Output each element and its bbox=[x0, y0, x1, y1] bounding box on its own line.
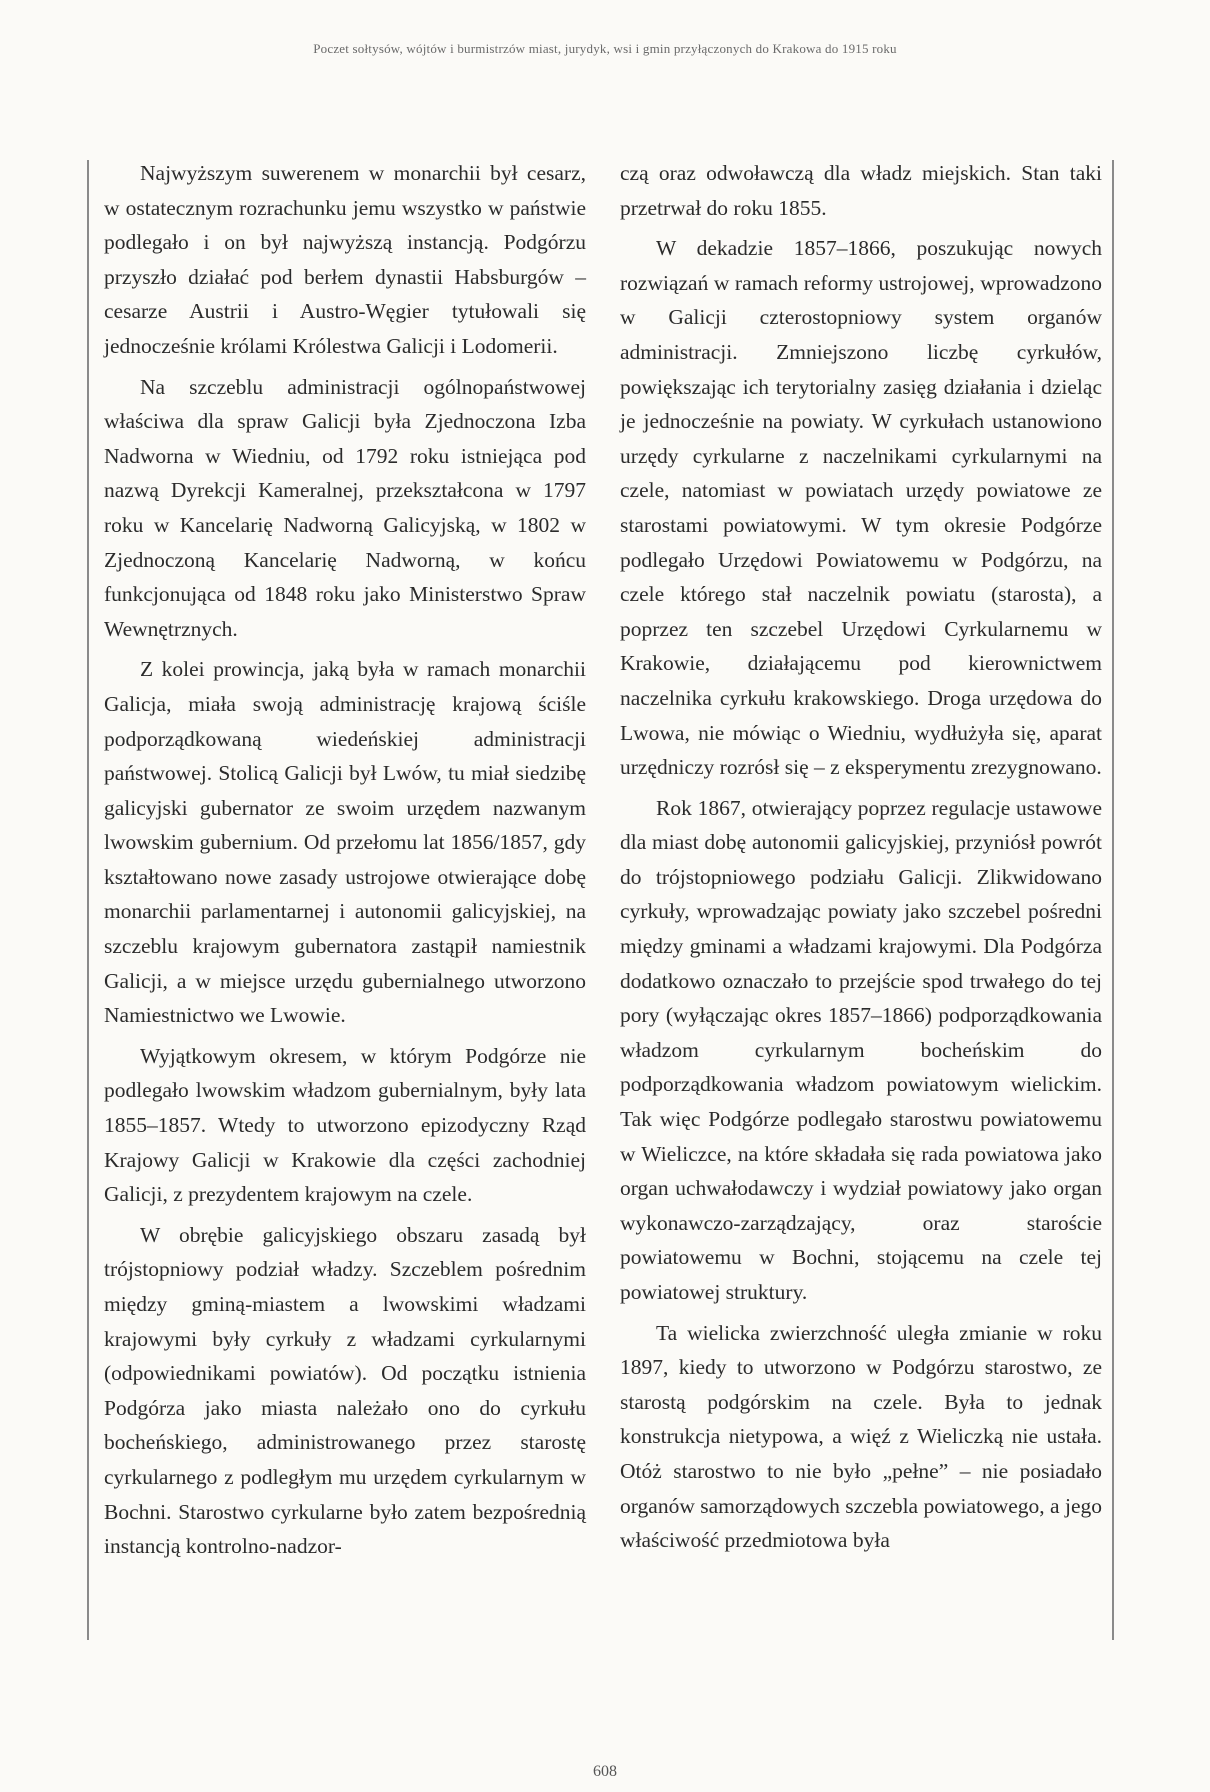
page-number: 608 bbox=[593, 1763, 617, 1780]
left-margin-rule bbox=[87, 160, 89, 1640]
paragraph: Na szczeblu administracji ogólnopaństwowej właściwa dla spraw Galicji była Zjednoczona Izba Nadworna w Wiedniu, od 1792 roku istniejąca pod nazwą Dyrekcji Kameralnej, przekształcona w 1797 roku w Kancelarię Nadworną Galicyjską, w 1802 w Zjednoczoną Kancelarię Nadworną, w końcu funkcjonująca od 1848 roku jako Ministerstwo Spraw Wewnętrznych. bbox=[104, 374, 586, 641]
running-title: Poczet sołtysów, wójtów i burmistrzów miast, jurydyk, wsi i gmin przyłączonych do Krakowa do 1915 roku bbox=[313, 41, 897, 56]
paragraph: Rok 1867, otwierający poprzez regulacje ustawowe dla miast dobę autonomii galicyjskiej, przyniósł powrót do trójstopniowego podziału Galicji. Zlikwidowano cyrkuły, wprowadzając powiaty jako szczebel pośredni między gminami a władzami krajowymi. Dla Podgórza dodatkowo oznaczało to przejście spod trwałego do tej pory (wyłączając okres 1857–1866) podporządkowania władzom cyrkularnym bocheńskim do podporządkowania władzom powiatowym wielickim. Tak więc Podgórze podlegało starostwu powiatowemu w Wieliczce, na które składała się rada powiatowa jako organ uchwałodawczy i wydział powiatowy jako organ wykonawczo-zarządzający, oraz staroście powiatowemu w Bochni, stojącemu na czele tej powiatowej struktury. bbox=[620, 795, 1102, 1304]
paragraph: Z kolei prowincja, jaką była w ramach monarchii Galicja, miała swoją administrację krajową ściśle podporządkowaną wiedeńskiej administracji państwowej. Stolicą Galicji był Lwów, tu miał siedzibę galicyjski gubernator ze swoim urzędem nazwanym lwowskim gubernium. Od przełomu lat 1856/1857, gdy kształtowano nowe zasady ustrojowe otwierające dobę monarchii parlamentarnej i autonomii galicyjskiej, na szczeblu krajowym gubernatora zastąpił namiestnik Galicji, a w miejsce urzędu gubernialnego utworzono Namiestnictwo we Lwowie. bbox=[104, 657, 586, 1028]
paragraph-continuation: czą oraz odwoławczą dla władz miejskich. Stan taki przetrwał do roku 1855. bbox=[620, 161, 1102, 220]
paragraph: Wyjątkowym okresem, w którym Podgórze nie podlegało lwowskim władzom gubernialnym, były lata 1855–1857. Wtedy to utworzono epizodyczny Rząd Krajowy Galicji w Krakowie dla części zachodniej Galicji, z prezydentem krajowym na czele. bbox=[104, 1043, 586, 1207]
paragraph: W obrębie galicyjskiego obszaru zasadą był trójstopniowy podział władzy. Szczeblem pośrednim między gminą-miastem a lwowskimi władzami krajowymi były cyrkuły z władzami cyrkularnymi (odpowiednikami powiatów). Od początku istnienia Podgórza jako miasta należało ono do cyrkułu bocheńskiego, administrowanego przez starostę cyrkularnego z podległym mu urzędem cyrkularnym w Bochni. Starostwo cyrkularne było zatem bezpośrednią instancją kontrolno-nadzor- bbox=[104, 1222, 586, 1559]
right-column bbox=[620, 156, 1102, 1564]
paragraph: Ta wielicka zwierzchność uległa zmianie w roku 1897, kiedy to utworzono w Podgórzu starostwo, ze starostą podgórskim na czele. Była to jednak konstrukcja nietypowa, a więź z Wieliczką nie ustała. Otóż starostwo to nie było „pełne” – nie posiadało organów samorządowych szczebla powiatowego, a jego właściwość przedmiotowa była bbox=[620, 1320, 1102, 1553]
paragraph: Najwyższym suwerenem w monarchii był cesarz, w ostatecznym rozrachunku jemu wszystko w państwie podlegało i on był najwyższą instancją. Podgórzu przyszło działać pod berłem dynastii Habsburgów – cesarze Austrii i Austro-Węgier tytułowali się jednocześnie królami Królestwa Galicji i Lodomerii. bbox=[104, 161, 586, 358]
left-column bbox=[104, 156, 586, 1570]
right-margin-rule bbox=[1112, 160, 1114, 1640]
paragraph: W dekadzie 1857–1866, poszukując nowych rozwiązań w ramach reformy ustrojowej, wprowadzono w Galicji czterostopniowy system organów administracji. Zmniejszono liczbę cyrkułów, powiększając ich terytorialny zasięg działania i dzieląc je jednocześnie na powiaty. W cyrkułach ustanowiono urzędy cyrkularne z naczelnikami cyrkularnymi na czele, natomiast w powiatach urzędy powiatowe ze starostami powiatowymi. W tym okresie Podgórze podlegało Urzędowi Powiatowemu w Podgórzu, na czele którego stał naczelnik powiatu (starosta), a poprzez ten szczebel Urzędowi Cyrkularnemu w Krakowie, działającemu pod kierownictwem naczelnika cyrkułu krakowskiego. Droga urzędowa do Lwowa, nie mówiąc o Wiedniu, wydłużyła się, aparat urzędniczy rozrósł się – z eksperymentu zrezygnowano. bbox=[620, 236, 1102, 780]
